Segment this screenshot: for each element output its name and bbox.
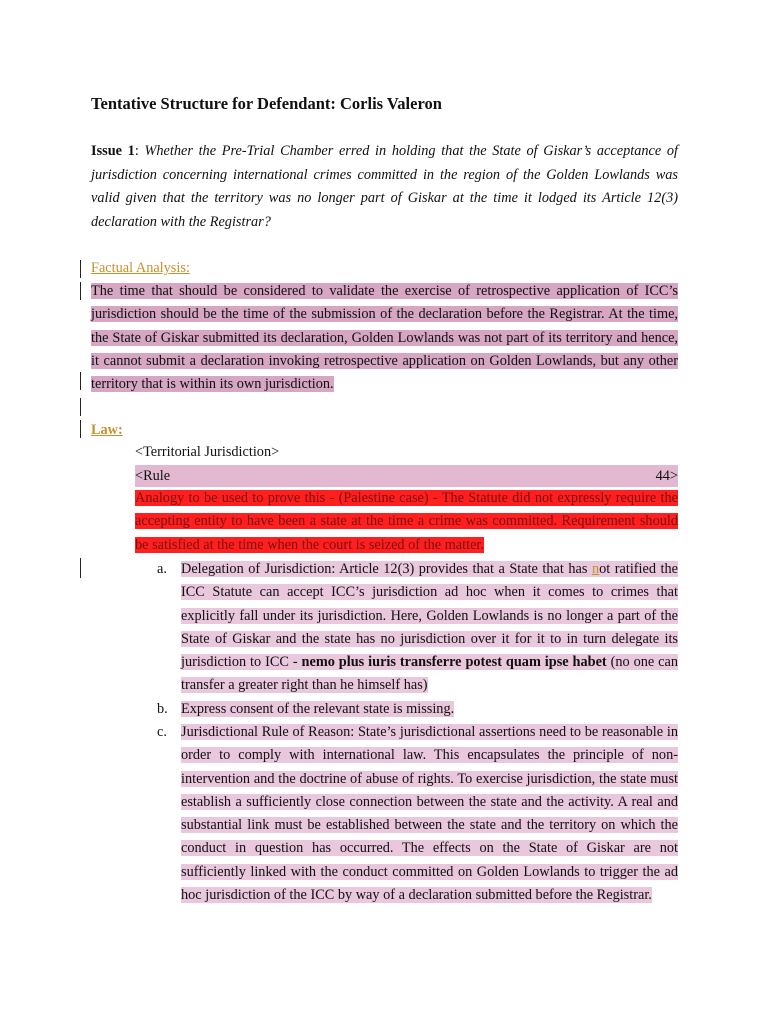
maxim-gloss: (no one can transfer a greater right than he himself has)	[181, 654, 678, 694]
list-item-consent	[181, 698, 678, 721]
factual-analysis-heading: Factual Analysis:	[91, 260, 190, 276]
latin-maxim: nemo plus iuris transferre potest quam ipse habet	[301, 654, 607, 671]
revision-bar	[80, 282, 81, 300]
item-a-text-cont: ot ratified the ICC Statute can accept ICC’s jurisdiction ad hoc when it comes to crimes that explicitly fall under its jurisdiction. Here, Golden Lowlands is no longer a part of the State of Giskar and the state has no jurisdiction over it for it to in turn delegate its jurisdiction to ICC -	[181, 561, 679, 671]
law-heading: Law:	[91, 422, 123, 438]
item-b-text: Express consent of the relevant state is missing.	[181, 701, 455, 717]
territorial-jurisdiction-label: <Territorial Jurisdiction>	[135, 444, 280, 460]
revision-bar	[80, 372, 81, 390]
revision-bar	[80, 558, 81, 578]
comment-mark: n	[591, 561, 600, 577]
issue-label: Issue 1	[91, 143, 135, 159]
list-marker-a: a.	[157, 561, 167, 577]
revision-bar	[80, 420, 81, 438]
issue-question: Whether the Pre-Trial Chamber erred in holding that the State of Giskar’s acceptance of jurisdiction concerning international crimes committed in the region of the Golden Lowlands was valid given that the territory was no longer part of Giskar at the time it lodged its Article 12(3) declaration with the Registrar?	[91, 143, 678, 230]
list-item-rule-of-reason	[181, 721, 678, 907]
document-title: Tentative Structure for Defendant: Corlis Valeron	[91, 94, 442, 113]
issue-separator: :	[134, 143, 139, 159]
list-item-delegation	[181, 558, 678, 698]
rule-open: <Rule	[135, 468, 171, 484]
rule-reference	[135, 465, 678, 487]
factual-analysis-highlight: The time that should be considered to validate the exercise of retrospective application of ICC’s jurisdiction should be the time of the submission of the declaration before the Registrar. At the time, the State of Giskar submitted its declaration, Golden Lowlands was not part of its territory and hence, it cannot submit a declaration invoking retrospective application on Golden Lowlands, but any other territory that is within its own jurisdiction.	[91, 283, 678, 393]
factual-analysis-text	[91, 280, 678, 396]
item-a-text: Delegation of Jurisdiction: Article 12(3) provides that a State that has	[181, 561, 592, 577]
analogy-highlight: Analogy to be used to prove this - (Palestine case) - The Statute did not expressly require the accepting entity to have been a state at the time a crime was committed. Requirement should be satisfied at the time when the court is seized of the matter.	[135, 490, 678, 553]
list-marker-c: c.	[157, 724, 167, 740]
revision-bar	[80, 260, 81, 278]
item-c-text: Jurisdictional Rule of Reason: State’s jurisdictional assertions need to be reasonable in order to comply with international law. This encapsulates the principle of non-intervention and the doctrine of abuse of rights. To exercise jurisdiction, the state must establish a sufficiently close connection between the state and the activity. A real and substantial link must be established between the state and the territory on which the conduct in question has occurred. The effects on the State of Giskar are not sufficiently linked with the conduct committed on Golden Lowlands to trigger the ad hoc jurisdiction of the ICC by way of a declaration submitted before the Registrar.	[181, 724, 678, 904]
list-marker-b: b.	[157, 701, 168, 717]
rule-number: 44>	[655, 468, 678, 484]
issue-paragraph	[91, 140, 678, 234]
revision-bar	[80, 398, 81, 416]
analogy-note	[135, 487, 678, 557]
